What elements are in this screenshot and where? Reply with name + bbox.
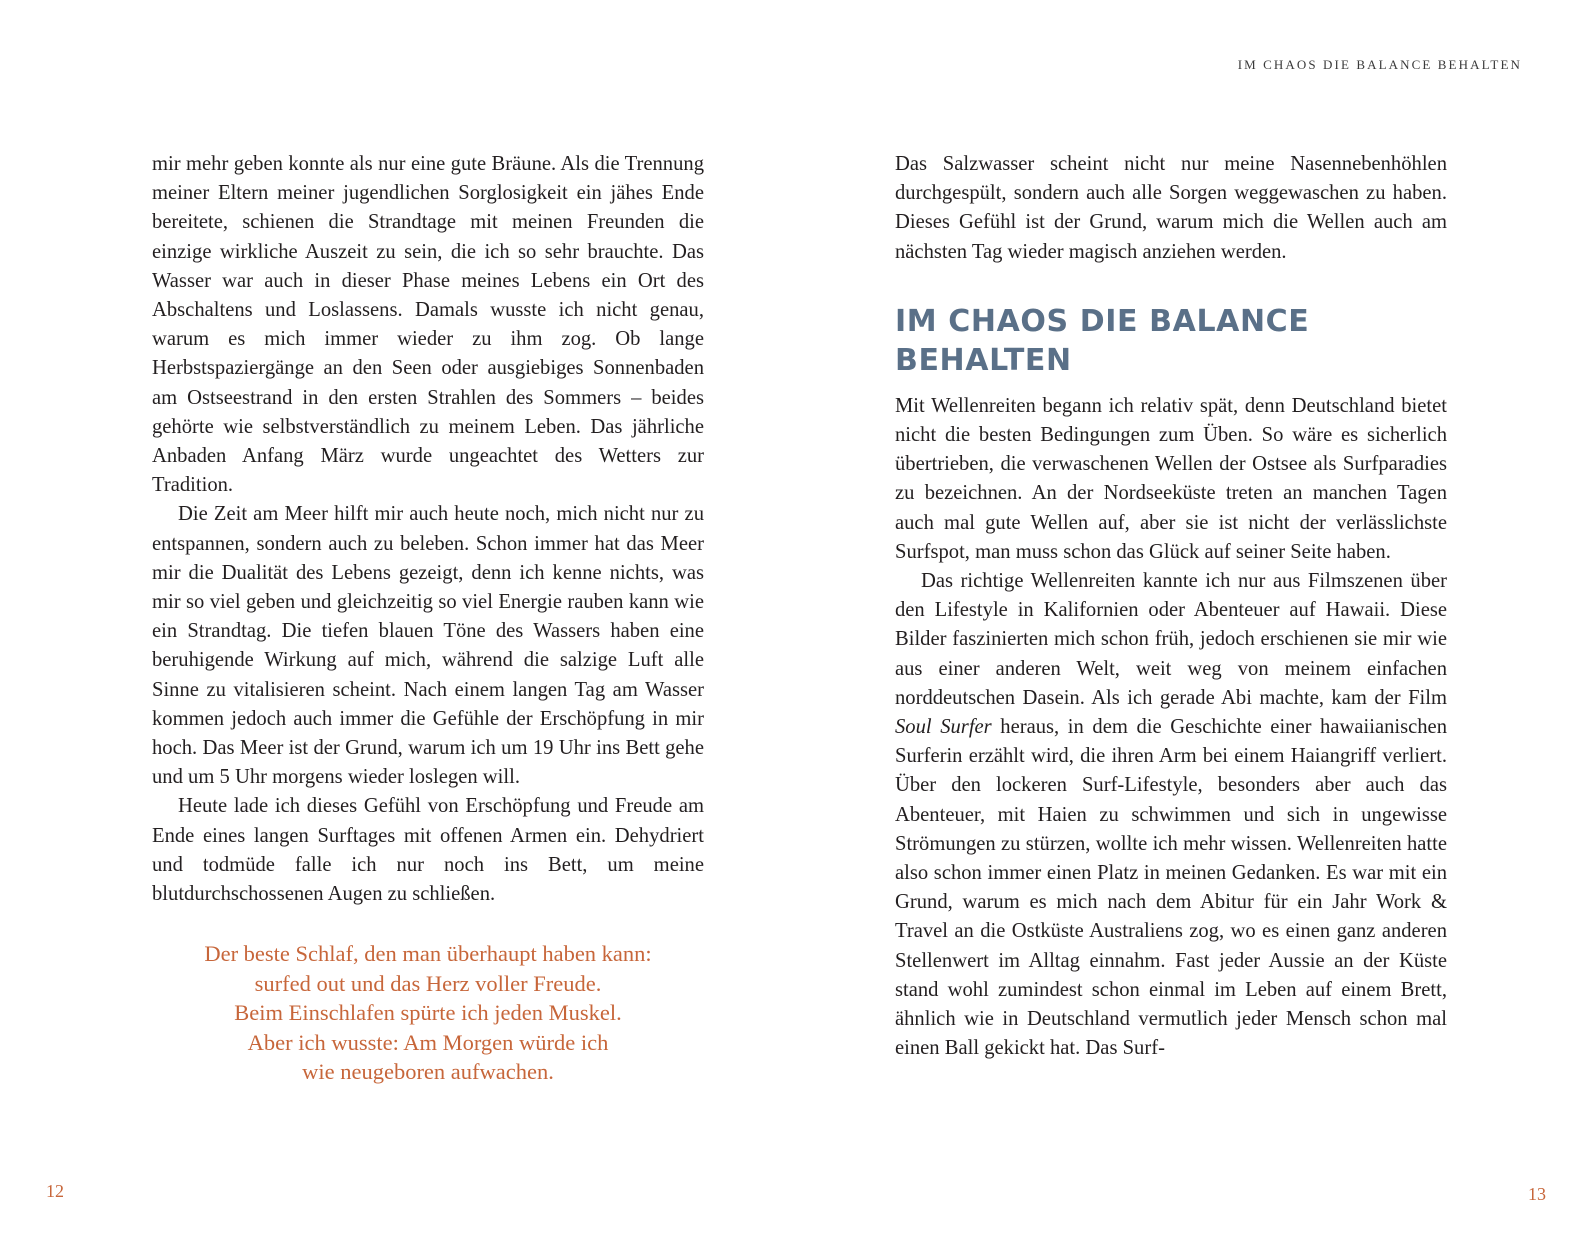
body-paragraph: Heute lade ich dieses Gefühl von Erschöpfung und Freude am Ende eines langen Surftages mit offenen Armen ein. Dehydriert und todmüde falle ich nur noch ins Bett, um meine blutdurchschossenen Augen zu schließen. bbox=[152, 795, 704, 906]
quote-line: surfed out und das Herz voller Freude. bbox=[254, 970, 602, 996]
quote-line: Der beste Schlaf, den man überhaupt haben kann: bbox=[204, 941, 652, 967]
quote-line: Beim Einschlafen spürte ich jeden Muskel. bbox=[234, 1000, 622, 1026]
body-paragraph bbox=[895, 567, 1447, 1063]
body-paragraph: Mit Wellenreiten begann ich relativ spät, denn Deutschland bietet nicht die besten Bedingungen zum Üben. So wäre es sicherlich übertrieben, die verwaschenen Wellen der Ostsee als Surfparadies zu bezeichnen. An der Nordseeküste treten an manchen Tagen auch mal gute Wellen auf, aber sie ist nicht der verlässlichste Surfspot, man muss schon das Glück auf seiner Seite haben. bbox=[895, 394, 1447, 563]
film-title: Soul Surfer bbox=[895, 716, 992, 739]
pull-quote bbox=[152, 939, 704, 1086]
running-head: IM CHAOS DIE BALANCE BEHALTEN bbox=[1237, 57, 1522, 72]
body-paragraph: Die Zeit am Meer hilft mir auch heute noch, mich nicht nur zu entspannen, sondern auch zu beleben. Schon immer hat das Meer mir die Dualität des Lebens gezeigt, denn ich kenne nichts, was mir so viel geben und gleichzeitig so viel Energie rauben kann wie ein Strandtag. Die tiefen blauen Töne des Wassers haben eine beruhigende Wirkung auf mich, während die salzige Luft alle Sinne zu vitalisieren scheint. Nach einem langen Tag am Wasser kommen jedoch auch immer die Gefühle der Erschöpfung in mir hoch. Das Meer ist der Grund, warum ich um 19 Uhr ins Bett gehe und um 5 Uhr morgens wieder loslegen will. bbox=[152, 503, 704, 789]
paragraph-text: Das richtige Wellenreiten kannte ich nur aus Filmszenen über den Lifestyle in Kalifornien oder Abenteuer auf Hawaii. Diese Bilder faszinierten mich schon früh, jedoch erschienen sie mir wie aus einer anderen Welt, weit weg von meinem einfachen norddeutschen Dasein. Als ich gerade Abi machte, kam der Film bbox=[895, 570, 1447, 709]
right-page-column bbox=[895, 150, 1447, 1063]
quote-line: Aber ich wusste: Am Morgen würde ich bbox=[247, 1029, 609, 1055]
section-heading bbox=[895, 302, 1447, 380]
body-paragraph: mir mehr geben konnte als nur eine gute Bräune. Als die Trennung meiner Eltern meiner jugendlichen Sorglosigkeit ein jähes Ende bereitete, schienen die Strandtage mit meinen Freunden die einzige wirkliche Auszeit zu sein, die ich so sehr brauchte. Das Wasser war auch in dieser Phase meines Lebens ein Ort des Abschaltens und Loslassens. Damals wusste ich nicht genau, warum es mich immer wieder zu ihm zog. Ob lange Herbstspaziergänge an den Seen oder ausgiebiges Sonnenbaden am Ostseestrand in den ersten Strahlen des Sommers – beides gehörte wie selbstverständlich zu meinem Leben. Das jährliche Anbaden Anfang März wurde ungeachtet des Wetters zur Tradition. bbox=[152, 153, 704, 497]
body-paragraph: Das Salzwasser scheint nicht nur meine Nasennebenhöhlen durchgespült, sondern auch alle Sorgen weggewaschen zu haben. Dieses Gefühl ist der Grund, warum mich die Wellen auch am nächsten Tag wieder magisch anziehen werden. bbox=[895, 153, 1447, 263]
page-number-left: 12 bbox=[46, 1181, 64, 1201]
quote-line: wie neugeboren aufwachen. bbox=[302, 1058, 554, 1084]
section-heading-line: BEHALTEN bbox=[895, 342, 1072, 378]
left-page-column bbox=[152, 150, 704, 1086]
page-number-right: 13 bbox=[1528, 1184, 1546, 1204]
section-heading-line: IM CHAOS DIE BALANCE bbox=[895, 303, 1310, 339]
paragraph-text: heraus, in dem die Geschichte einer hawaiianischen Surferin erzählt wird, die ihren Arm bei einem Haiangriff verliert. Über den lockeren Surf-Lifestyle, besonders aber auch das Abenteuer, mit Haien zu schwimmen und sich in ungewisse Strömungen zu stürzen, wollte ich mehr wissen. Wellenreiten hatte also schon immer einen Platz in meinen Gedanken. Es war mit ein Grund, warum es mich nach dem Abitur für ein Jahr Work & Travel an die Ostküste Australiens zog, wo es einen ganz anderen Stellenwert im Alltag einnahm. Fast jeder Aussie an der Küste stand wohl zumindest schon einmal im Leben auf einem Brett, ähnlich wie in Deutschland vermutlich jeder Mensch schon mal einen Ball gekickt hat. Das Surf- bbox=[895, 716, 1447, 1060]
